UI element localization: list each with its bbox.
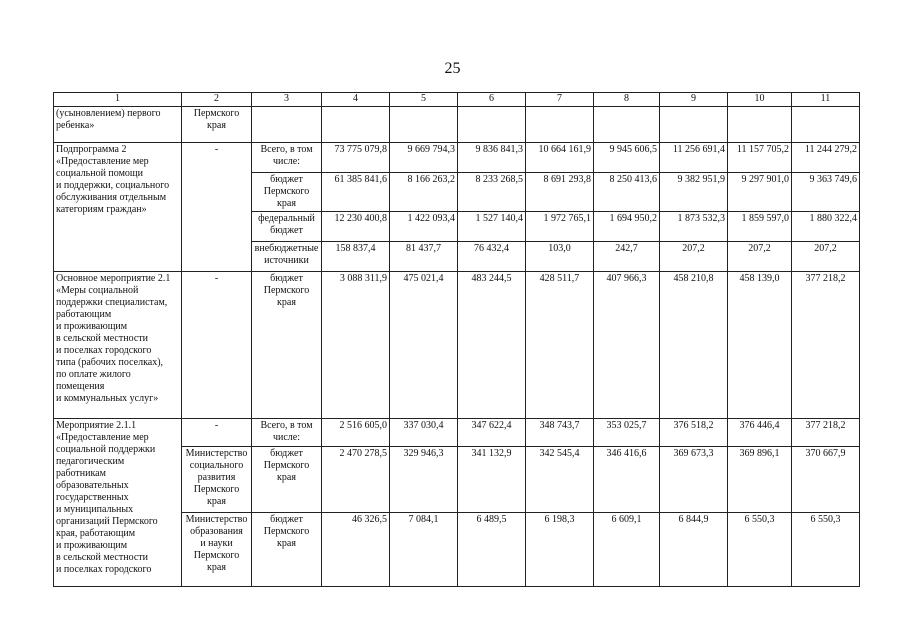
value-cell: 8 233 268,5 <box>458 173 526 212</box>
source-cell: Всего, в том числе: <box>252 419 322 447</box>
value-cell: 342 545,4 <box>526 447 594 513</box>
value-cell: 329 946,3 <box>390 447 458 513</box>
value-cell: 6 609,1 <box>594 513 660 587</box>
value-cell: 1 873 532,3 <box>660 212 728 242</box>
value-cell: 11 157 705,2 <box>728 143 792 173</box>
value-cell: 369 673,3 <box>660 447 728 513</box>
value-cell: 73 775 079,8 <box>322 143 390 173</box>
value-cell: 7 084,1 <box>390 513 458 587</box>
empty-cell <box>660 107 728 143</box>
col-header-1: 1 <box>54 93 182 107</box>
value-cell: 6 550,3 <box>792 513 860 587</box>
source-cell: бюджет Пермского края <box>252 447 322 513</box>
executor-cell: Министерство образования и науки Пермского края <box>182 513 252 587</box>
col-header-9: 9 <box>660 93 728 107</box>
value-cell: 346 416,6 <box>594 447 660 513</box>
value-cell: 348 743,7 <box>526 419 594 447</box>
value-cell: 369 896,1 <box>728 447 792 513</box>
col-header-4: 4 <box>322 93 390 107</box>
empty-cell <box>792 107 860 143</box>
value-cell: 9 382 951,9 <box>660 173 728 212</box>
value-cell: 376 446,4 <box>728 419 792 447</box>
value-cell: 158 837,4 <box>322 242 390 272</box>
value-cell: 370 667,9 <box>792 447 860 513</box>
value-cell: 1 859 597,0 <box>728 212 792 242</box>
table-row <box>54 143 860 173</box>
value-cell: 8 250 413,6 <box>594 173 660 212</box>
source-cell: бюджет Пермского края <box>252 513 322 587</box>
value-cell: 207,2 <box>728 242 792 272</box>
program-name-cell: Подпрограмма 2 «Предоставление мер социальной помощи и поддержки, социального обслуживания отдельным категориям граждан» <box>54 143 182 272</box>
empty-cell <box>390 107 458 143</box>
value-cell: 337 030,4 <box>390 419 458 447</box>
col-header-3: 3 <box>252 93 322 107</box>
value-cell: 11 244 279,2 <box>792 143 860 173</box>
value-cell: 46 326,5 <box>322 513 390 587</box>
value-cell: 377 218,2 <box>792 272 860 419</box>
program-name-cell: Мероприятие 2.1.1 «Предоставление мер социальной поддержки педагогическим работникам образовательных государственных и муниципальных организаций Пермского края, работающим и проживающим в сельской местности и поселках городского <box>54 419 182 587</box>
value-cell: 1 527 140,4 <box>458 212 526 242</box>
table-row <box>54 272 860 419</box>
column-number-row <box>54 93 860 107</box>
value-cell: 377 218,2 <box>792 419 860 447</box>
col-header-11: 11 <box>792 93 860 107</box>
empty-cell <box>594 107 660 143</box>
executor-cell: - <box>182 419 252 447</box>
value-cell: 207,2 <box>660 242 728 272</box>
value-cell: 61 385 841,6 <box>322 173 390 212</box>
program-name-cell: Основное мероприятие 2.1 «Меры социальной поддержки специалистам, работающим и проживающим в сельской местности и поселках городского типа (рабочих поселках), по оплате жилого помещения и коммунальных услуг» <box>54 272 182 419</box>
value-cell: 341 132,9 <box>458 447 526 513</box>
executor-cell: Министерство социального развития Пермского края <box>182 447 252 513</box>
value-cell: 9 363 749,6 <box>792 173 860 212</box>
budget-table <box>53 92 860 587</box>
value-cell: 103,0 <box>526 242 594 272</box>
value-cell: 8 691 293,8 <box>526 173 594 212</box>
col-header-7: 7 <box>526 93 594 107</box>
value-cell: 81 437,7 <box>390 242 458 272</box>
source-cell: внебюджетные источники <box>252 242 322 272</box>
program-name-cell: (усыновлением) первого ребенка» <box>54 107 182 143</box>
value-cell: 10 664 161,9 <box>526 143 594 173</box>
value-cell: 9 945 606,5 <box>594 143 660 173</box>
value-cell: 353 025,7 <box>594 419 660 447</box>
empty-cell <box>526 107 594 143</box>
value-cell: 458 139,0 <box>728 272 792 419</box>
value-cell: 407 966,3 <box>594 272 660 419</box>
value-cell: 12 230 400,8 <box>322 212 390 242</box>
value-cell: 9 669 794,3 <box>390 143 458 173</box>
executor-cell: - <box>182 272 252 419</box>
value-cell: 11 256 691,4 <box>660 143 728 173</box>
value-cell: 207,2 <box>792 242 860 272</box>
value-cell: 6 550,3 <box>728 513 792 587</box>
empty-cell <box>322 107 390 143</box>
value-cell: 483 244,5 <box>458 272 526 419</box>
executor-cell: - <box>182 143 252 272</box>
empty-cell <box>458 107 526 143</box>
value-cell: 1 972 765,1 <box>526 212 594 242</box>
table-row <box>54 419 860 447</box>
value-cell: 428 511,7 <box>526 272 594 419</box>
executor-cell: Пермского края <box>182 107 252 143</box>
value-cell: 376 518,2 <box>660 419 728 447</box>
table-row <box>54 107 860 143</box>
value-cell: 6 489,5 <box>458 513 526 587</box>
empty-cell <box>728 107 792 143</box>
col-header-2: 2 <box>182 93 252 107</box>
value-cell: 2 516 605,0 <box>322 419 390 447</box>
source-cell: Всего, в том числе: <box>252 143 322 173</box>
value-cell: 475 021,4 <box>390 272 458 419</box>
value-cell: 6 198,3 <box>526 513 594 587</box>
value-cell: 76 432,4 <box>458 242 526 272</box>
value-cell: 1 694 950,2 <box>594 212 660 242</box>
source-cell: бюджет Пермского края <box>252 272 322 419</box>
empty-cell <box>252 107 322 143</box>
value-cell: 6 844,9 <box>660 513 728 587</box>
source-cell: федеральный бюджет <box>252 212 322 242</box>
value-cell: 347 622,4 <box>458 419 526 447</box>
value-cell: 9 836 841,3 <box>458 143 526 173</box>
col-header-8: 8 <box>594 93 660 107</box>
value-cell: 1 880 322,4 <box>792 212 860 242</box>
page-number: 25 <box>444 60 461 77</box>
value-cell: 3 088 311,9 <box>322 272 390 419</box>
value-cell: 1 422 093,4 <box>390 212 458 242</box>
value-cell: 9 297 901,0 <box>728 173 792 212</box>
value-cell: 242,7 <box>594 242 660 272</box>
col-header-5: 5 <box>390 93 458 107</box>
col-header-6: 6 <box>458 93 526 107</box>
value-cell: 2 470 278,5 <box>322 447 390 513</box>
value-cell: 458 210,8 <box>660 272 728 419</box>
col-header-10: 10 <box>728 93 792 107</box>
source-cell: бюджет Пермского края <box>252 173 322 212</box>
value-cell: 8 166 263,2 <box>390 173 458 212</box>
